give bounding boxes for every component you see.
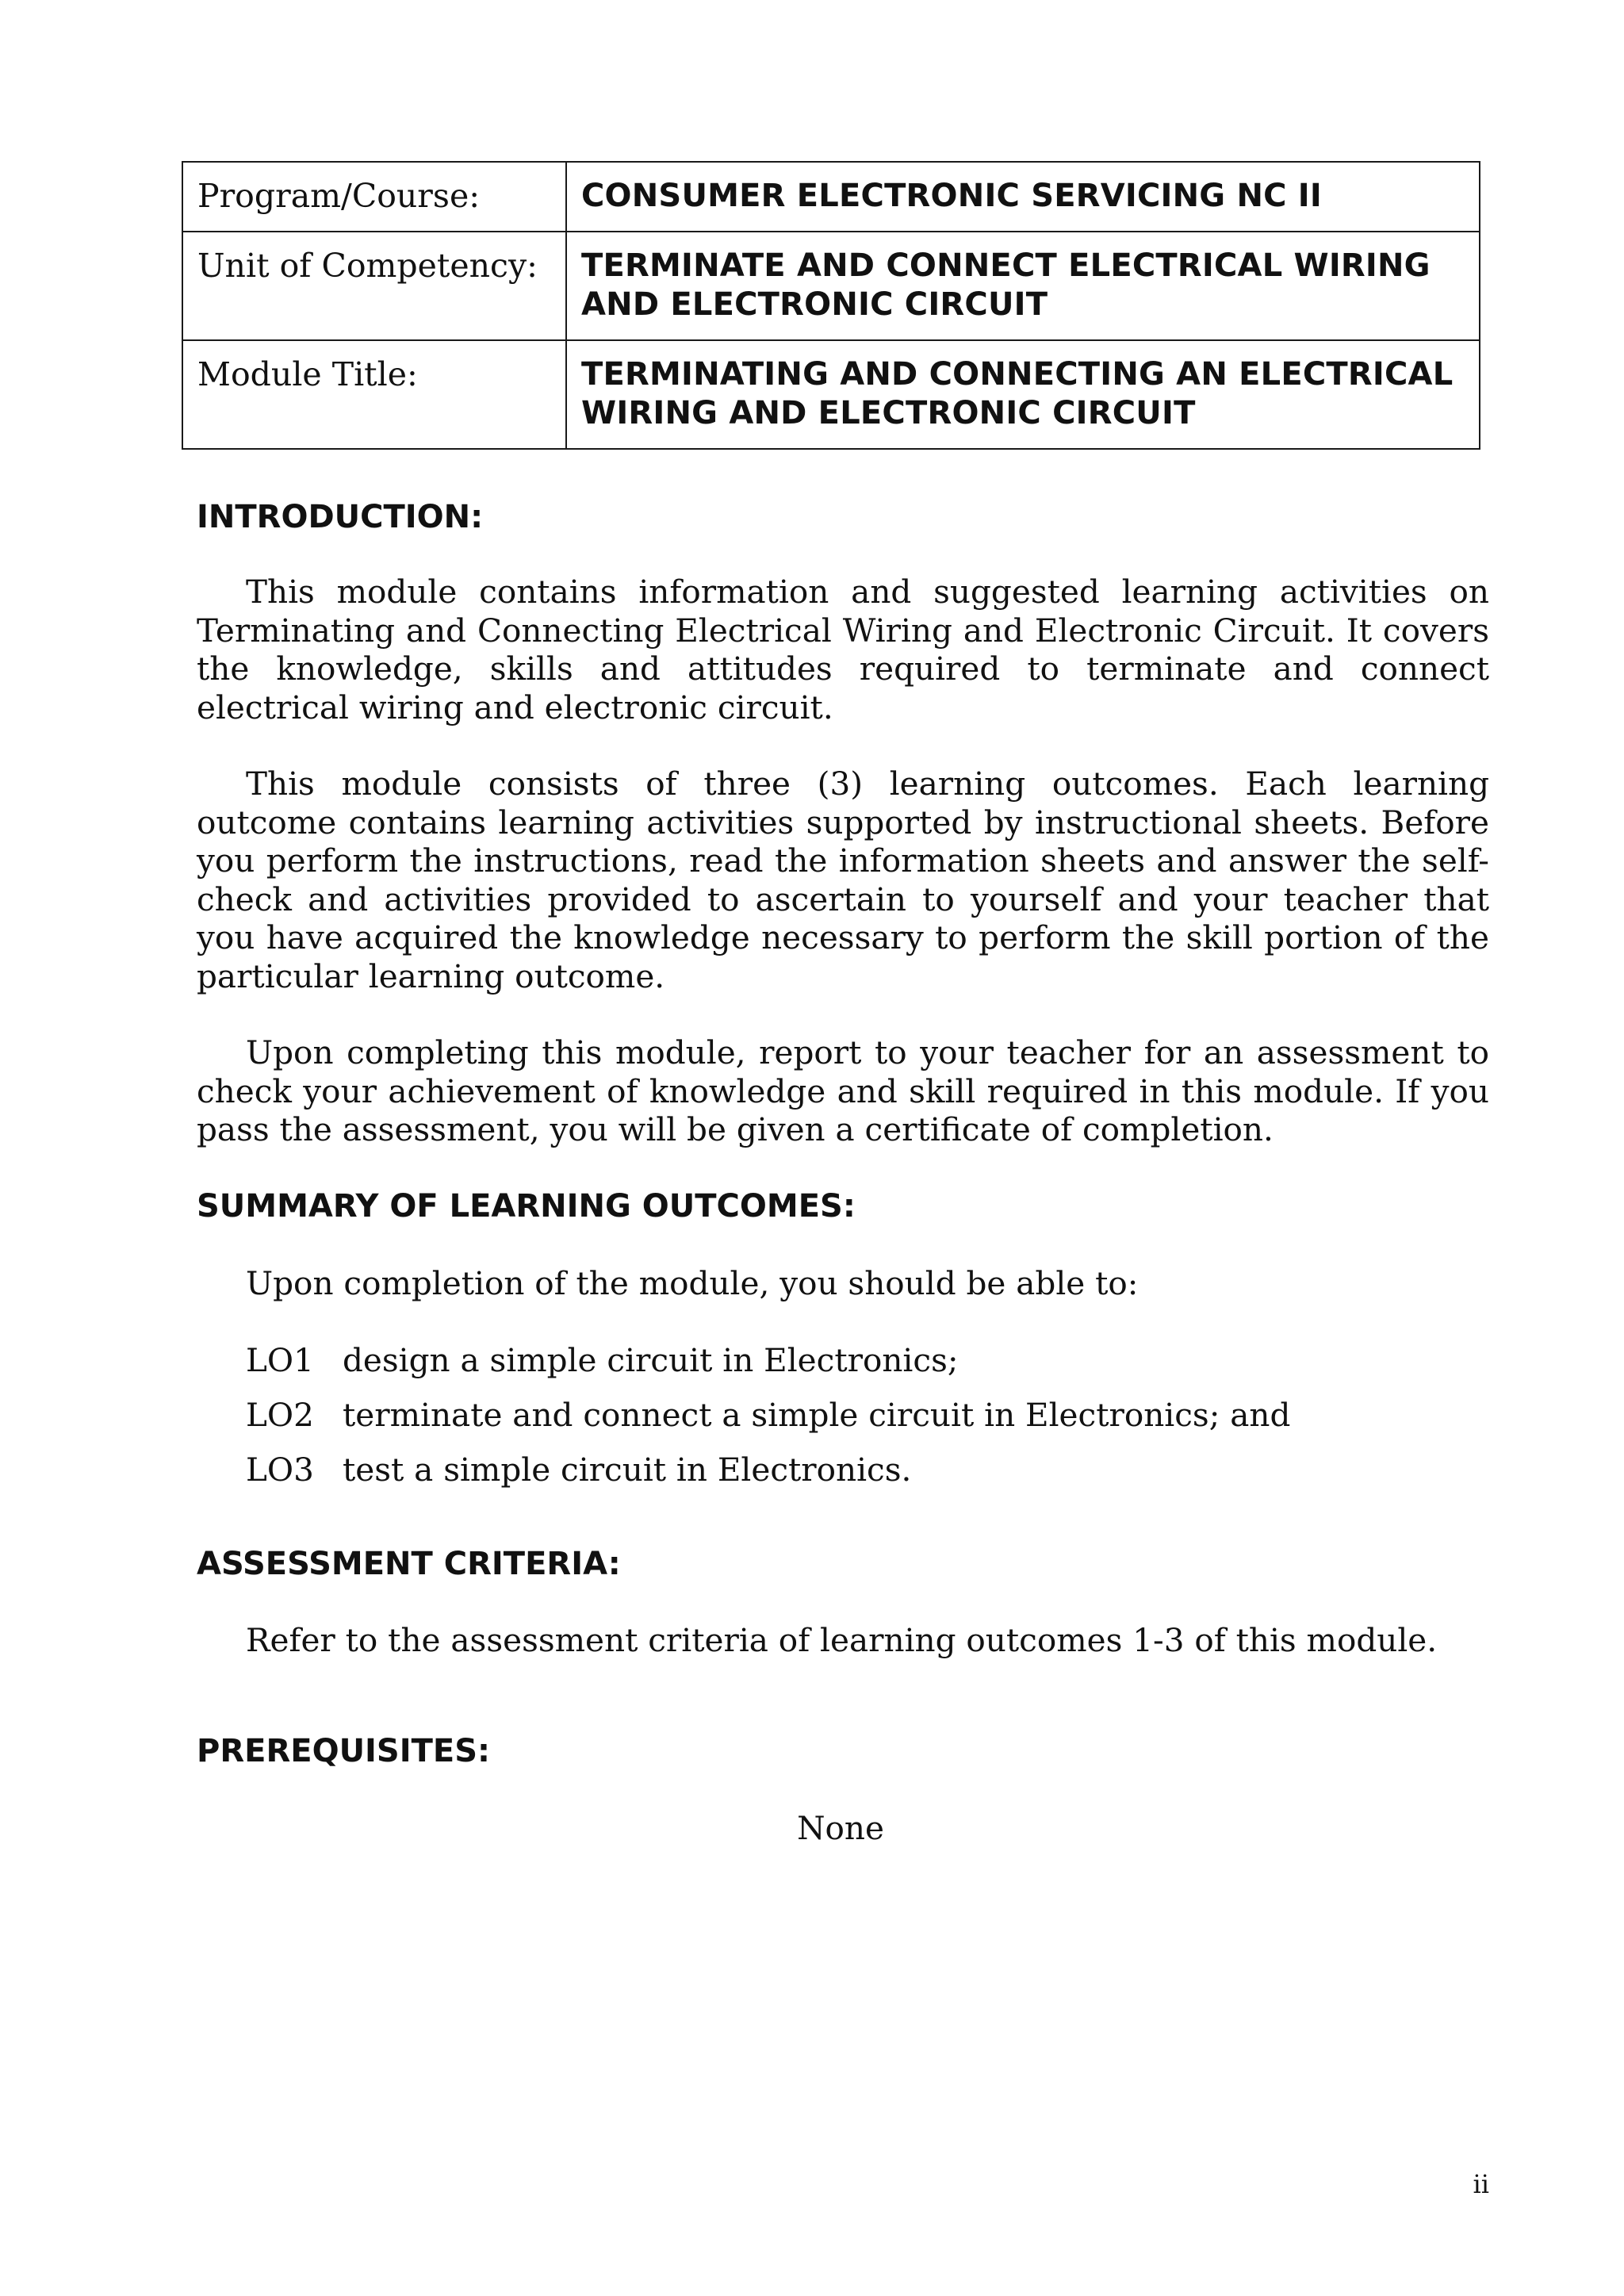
learning-outcome-text: design a simple circuit in Electronics;: [343, 1341, 959, 1379]
introduction-paragraph-3: Upon completing this module, report to your teacher for an assessment to check your achievement of knowledge and skill required in this module. If you pass the assessment, you will be given a certificate of completion.: [197, 1033, 1489, 1148]
program-course-label: Program/Course:: [182, 162, 566, 232]
learning-outcome-2: [246, 1396, 1290, 1434]
page-number: ii: [1473, 2169, 1489, 2199]
learning-outcome-code: LO3: [246, 1451, 314, 1489]
learning-outcome-code: LO2: [246, 1396, 314, 1434]
learning-outcome-1: [246, 1341, 959, 1379]
assessment-heading: ASSESSMENT CRITERIA:: [197, 1546, 621, 1582]
summary-intro: Upon completion of the module, you should be able to:: [246, 1264, 1139, 1302]
program-course-value: CONSUMER ELECTRONIC SERVICING NC II: [566, 162, 1480, 232]
module-title-value: TERMINATING AND CONNECTING AN ELECTRICAL WIRING AND ELECTRONIC CIRCUIT: [566, 340, 1480, 449]
prerequisites-heading: PREREQUISITES:: [197, 1733, 491, 1769]
unit-of-competency-label: Unit of Competency:: [182, 232, 566, 340]
prerequisites-text: None: [797, 1809, 884, 1847]
summary-heading: SUMMARY OF LEARNING OUTCOMES:: [197, 1188, 856, 1225]
introduction-paragraph-2: This module consists of three (3) learning outcomes. Each learning outcome contains learning activities supported by instructional sheets. Before you perform the instructions, read the information sheets and answer the self-check and activities provided to ascertain to yourself and your teacher that you have acquired the knowledge necessary to perform the skill portion of the particular learning outcome.: [197, 765, 1489, 995]
learning-outcome-3: [246, 1451, 911, 1489]
module-info-table: [182, 161, 1480, 450]
introduction-paragraph-1: This module contains information and suggested learning activities on Terminating and Connecting Electrical Wiring and Electronic Circuit. It covers the knowledge, skills and attitudes required to terminate and connect electrical wiring and electronic circuit.: [197, 573, 1489, 726]
table-row: [182, 340, 1480, 449]
introduction-heading: INTRODUCTION:: [197, 499, 484, 535]
table-row: [182, 232, 1480, 340]
table-row: [182, 162, 1480, 232]
learning-outcome-text: test a simple circuit in Electronics.: [343, 1451, 912, 1489]
module-title-label: Module Title:: [182, 340, 566, 449]
unit-of-competency-value: TERMINATE AND CONNECT ELECTRICAL WIRING AND ELECTRONIC CIRCUIT: [566, 232, 1480, 340]
learning-outcome-code: LO1: [246, 1341, 314, 1379]
learning-outcome-text: terminate and connect a simple circuit in Electronics; and: [343, 1396, 1291, 1434]
assessment-text: Refer to the assessment criteria of learning outcomes 1-3 of this module.: [246, 1621, 1438, 1659]
